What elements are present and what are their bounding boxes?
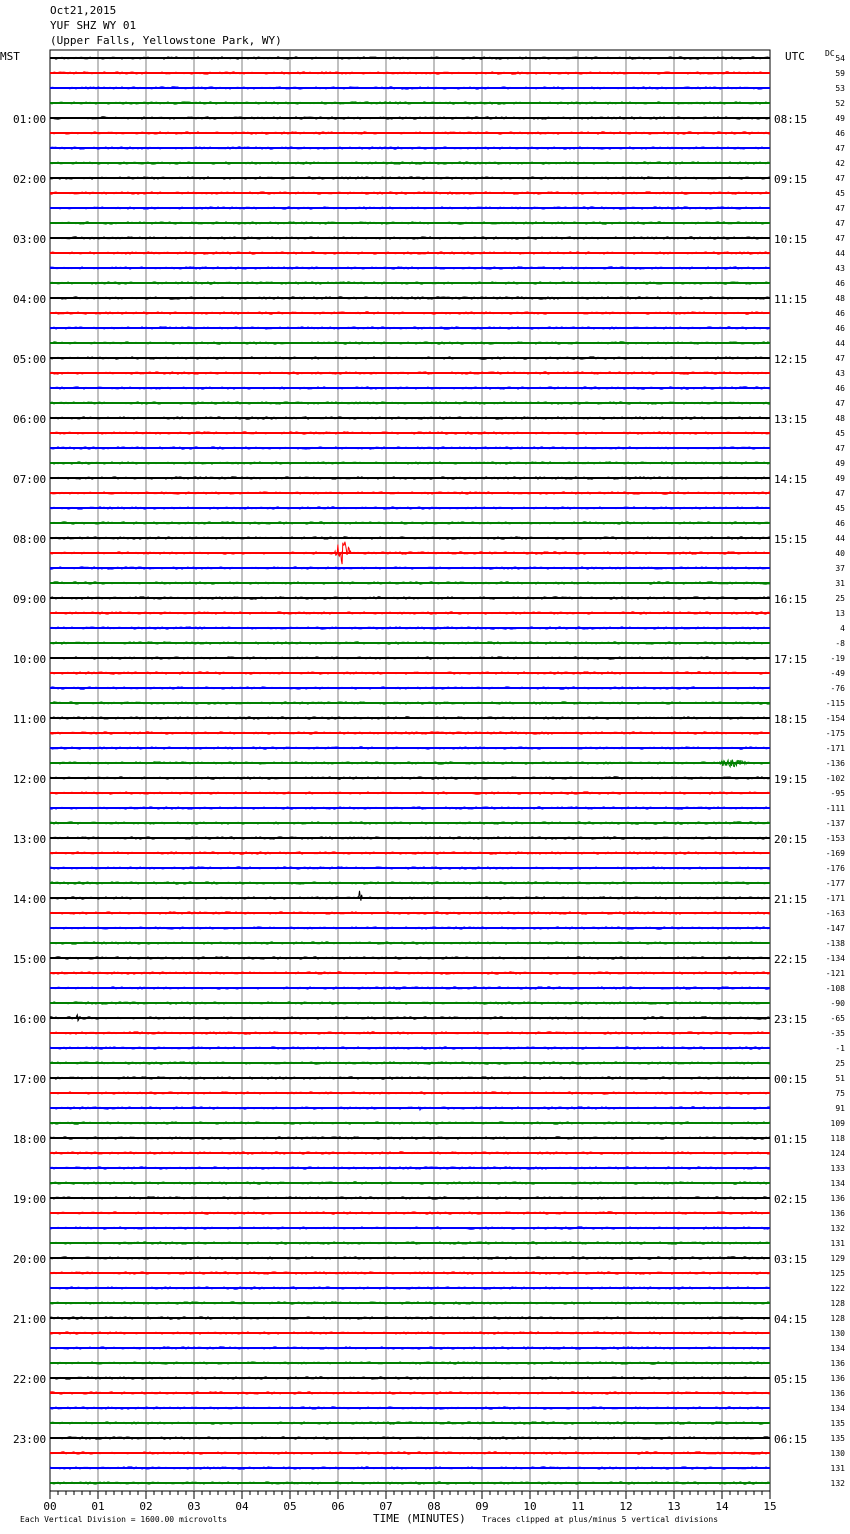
utc-hour-label: 23:15 [774, 1013, 808, 1026]
dc-offset-value: 59 [835, 69, 845, 78]
mst-hour-label: 21:00 [13, 1313, 47, 1326]
utc-label: UTC [785, 50, 805, 63]
mst-hour-label: 03:00 [13, 233, 47, 246]
dc-offset-value: 51 [835, 1074, 845, 1083]
x-tick-label: 05 [283, 1500, 297, 1513]
dc-offset-value: 128 [830, 1299, 845, 1308]
dc-offset-value: 45 [835, 189, 845, 198]
dc-offset-value: 125 [830, 1269, 845, 1278]
dc-offset-value: 46 [835, 129, 845, 138]
dc-label: DC [825, 49, 835, 58]
utc-hour-label: 03:15 [774, 1253, 808, 1266]
dc-offset-value: -153 [825, 834, 845, 843]
dc-offset-value: -108 [825, 984, 845, 993]
dc-offset-value: 109 [830, 1119, 845, 1128]
utc-hour-label: 13:15 [774, 413, 808, 426]
dc-offset-value: -115 [825, 699, 845, 708]
utc-hour-label: 06:15 [774, 1433, 808, 1446]
utc-hour-label: 16:15 [774, 593, 808, 606]
mst-hour-label: 22:00 [13, 1373, 47, 1386]
mst-hour-label: 17:00 [13, 1073, 47, 1086]
utc-hour-label: 04:15 [774, 1313, 808, 1326]
dc-offset-value: 49 [835, 114, 845, 123]
mst-hour-label: 13:00 [13, 833, 47, 846]
utc-hour-label: 19:15 [774, 773, 808, 786]
chart-date: Oct21,2015 [50, 4, 117, 17]
dc-offset-value: 75 [835, 1089, 845, 1098]
x-axis-title: TIME (MINUTES) [373, 1512, 466, 1525]
dc-offset-value: -76 [830, 684, 845, 693]
dc-offset-value: 135 [830, 1434, 845, 1443]
dc-offset-value: 48 [835, 294, 845, 303]
mst-hour-label: 02:00 [13, 173, 47, 186]
dc-offset-value: 47 [835, 219, 845, 228]
dc-offset-value: 45 [835, 429, 845, 438]
mst-hour-label: 20:00 [13, 1253, 47, 1266]
x-tick-label: 14 [715, 1500, 729, 1513]
mst-hour-label: 06:00 [13, 413, 47, 426]
dc-offset-value: 132 [830, 1224, 845, 1233]
mst-hour-label: 19:00 [13, 1193, 47, 1206]
dc-offset-value: 47 [835, 204, 845, 213]
mst-hour-label: 23:00 [13, 1433, 47, 1446]
dc-offset-value: 44 [835, 534, 845, 543]
dc-offset-value: -154 [825, 714, 845, 723]
dc-offset-value: -19 [830, 654, 845, 663]
dc-offset-value: 131 [830, 1239, 845, 1248]
dc-offset-value: 47 [835, 174, 845, 183]
dc-offset-value: 136 [830, 1194, 845, 1203]
dc-offset-value: 134 [830, 1344, 845, 1353]
dc-offset-value: 134 [830, 1179, 845, 1188]
dc-offset-value: -177 [825, 879, 845, 888]
x-tick-label: 10 [523, 1500, 537, 1513]
dc-offset-value: 48 [835, 414, 845, 423]
dc-offset-value: 46 [835, 309, 845, 318]
dc-offset-value: 46 [835, 324, 845, 333]
utc-hour-label: 09:15 [774, 173, 808, 186]
utc-hour-label: 01:15 [774, 1133, 808, 1146]
utc-hour-label: 10:15 [774, 233, 808, 246]
dc-offset-value: -169 [825, 849, 845, 858]
dc-offset-value: -171 [825, 894, 845, 903]
mst-hour-label: 15:00 [13, 953, 47, 966]
dc-offset-value: 37 [835, 564, 845, 573]
dc-offset-value: 52 [835, 99, 845, 108]
dc-offset-value: 49 [835, 474, 845, 483]
dc-offset-value: -176 [825, 864, 845, 873]
dc-offset-value: 133 [830, 1164, 845, 1173]
station-location: (Upper Falls, Yellowstone Park, WY) [50, 34, 282, 47]
mst-hour-label: 12:00 [13, 773, 47, 786]
mst-hour-label: 10:00 [13, 653, 47, 666]
utc-hour-label: 12:15 [774, 353, 808, 366]
utc-hour-label: 22:15 [774, 953, 808, 966]
mst-hour-label: 16:00 [13, 1013, 47, 1026]
dc-offset-value: 25 [835, 1059, 845, 1068]
mst-hour-label: 08:00 [13, 533, 47, 546]
dc-offset-value: -137 [825, 819, 845, 828]
utc-hour-label: 20:15 [774, 833, 808, 846]
dc-offset-value: -121 [825, 969, 845, 978]
dc-offset-value: -49 [830, 669, 845, 678]
x-tick-label: 15 [763, 1500, 777, 1513]
dc-offset-value: -1 [835, 1044, 845, 1053]
x-tick-label: 01 [91, 1500, 105, 1513]
station-title: YUF SHZ WY 01 [50, 19, 137, 32]
seismic-event [357, 891, 363, 901]
x-tick-label: 11 [571, 1500, 585, 1513]
dc-offset-value: 43 [835, 264, 845, 273]
utc-hour-label: 15:15 [774, 533, 808, 546]
dc-offset-value: 130 [830, 1329, 845, 1338]
dc-offset-value: 124 [830, 1149, 845, 1158]
dc-offset-value: 53 [835, 84, 845, 93]
dc-offset-value: 13 [835, 609, 845, 618]
dc-offset-value: 132 [830, 1479, 845, 1488]
dc-offset-value: 44 [835, 249, 845, 258]
dc-offset-value: -65 [830, 1014, 845, 1023]
dc-offset-value: 134 [830, 1404, 845, 1413]
x-tick-label: 08 [427, 1500, 441, 1513]
dc-offset-value: -90 [830, 999, 845, 1008]
dc-offset-value: 49 [835, 459, 845, 468]
dc-offset-value: 46 [835, 279, 845, 288]
dc-offset-value: -134 [825, 954, 845, 963]
dc-offset-value: -8 [835, 639, 845, 648]
dc-offset-value: -175 [825, 729, 845, 738]
dc-offset-value: 47 [835, 234, 845, 243]
dc-offset-value: 46 [835, 384, 845, 393]
dc-offset-value: 4 [840, 624, 845, 633]
dc-offset-value: 46 [835, 519, 845, 528]
dc-offset-value: 47 [835, 399, 845, 408]
dc-offset-value: 42 [835, 159, 845, 168]
mst-hour-label: 18:00 [13, 1133, 47, 1146]
x-tick-label: 09 [475, 1500, 489, 1513]
utc-hour-label: 17:15 [774, 653, 808, 666]
dc-offset-value: 118 [830, 1134, 845, 1143]
utc-hour-label: 21:15 [774, 893, 808, 906]
dc-offset-value: 43 [835, 369, 845, 378]
mst-hour-label: 05:00 [13, 353, 47, 366]
dc-offset-value: 47 [835, 354, 845, 363]
x-tick-label: 02 [139, 1500, 153, 1513]
x-tick-label: 00 [43, 1500, 57, 1513]
dc-offset-value: 31 [835, 579, 845, 588]
utc-hour-label: 08:15 [774, 113, 808, 126]
x-tick-label: 13 [667, 1500, 681, 1513]
dc-offset-value: 47 [835, 489, 845, 498]
dc-offset-value: -111 [825, 804, 845, 813]
x-tick-label: 06 [331, 1500, 345, 1513]
dc-offset-value: 45 [835, 504, 845, 513]
utc-hour-label: 11:15 [774, 293, 808, 306]
utc-hour-label: 14:15 [774, 473, 808, 486]
dc-offset-value: 47 [835, 444, 845, 453]
mst-hour-label: 07:00 [13, 473, 47, 486]
dc-offset-value: 131 [830, 1464, 845, 1473]
mst-hour-label: 01:00 [13, 113, 47, 126]
dc-offset-value: 136 [830, 1389, 845, 1398]
x-tick-label: 04 [235, 1500, 249, 1513]
utc-hour-label: 18:15 [774, 713, 808, 726]
mst-label: MST [0, 50, 20, 63]
scale-note: Each Vertical Division = 1600.00 microvolts [20, 1515, 228, 1524]
dc-offset-value: 129 [830, 1254, 845, 1263]
dc-offset-value: -102 [825, 774, 845, 783]
mst-hour-label: 11:00 [13, 713, 47, 726]
dc-offset-value: -147 [825, 924, 845, 933]
utc-hour-label: 00:15 [774, 1073, 808, 1086]
utc-hour-label: 05:15 [774, 1373, 808, 1386]
utc-hour-label: 02:15 [774, 1193, 808, 1206]
dc-offset-value: -163 [825, 909, 845, 918]
dc-offset-value: 135 [830, 1419, 845, 1428]
dc-offset-value: 136 [830, 1209, 845, 1218]
dc-offset-value: -138 [825, 939, 845, 948]
x-tick-label: 12 [619, 1500, 633, 1513]
dc-offset-value: 47 [835, 144, 845, 153]
dc-offset-value: 25 [835, 594, 845, 603]
dc-offset-value: -35 [830, 1029, 845, 1038]
dc-offset-value: 91 [835, 1104, 845, 1113]
x-tick-label: 07 [379, 1500, 393, 1513]
dc-offset-value: -95 [830, 789, 845, 798]
x-tick-label: 03 [187, 1500, 201, 1513]
dc-offset-value: 54 [835, 54, 845, 63]
dc-offset-value: 130 [830, 1449, 845, 1458]
mst-hour-label: 14:00 [13, 893, 47, 906]
plot-frame [50, 50, 770, 1491]
dc-offset-value: 128 [830, 1314, 845, 1323]
dc-offset-value: 40 [835, 549, 845, 558]
dc-offset-value: 44 [835, 339, 845, 348]
dc-offset-value: 122 [830, 1284, 845, 1293]
dc-offset-value: -136 [825, 759, 845, 768]
dc-offset-value: -171 [825, 744, 845, 753]
mst-hour-label: 09:00 [13, 593, 47, 606]
mst-hour-label: 04:00 [13, 293, 47, 306]
dc-offset-value: 136 [830, 1374, 845, 1383]
dc-offset-value: 136 [830, 1359, 845, 1368]
clip-note: Traces clipped at plus/minus 5 vertical divisions [482, 1515, 719, 1524]
